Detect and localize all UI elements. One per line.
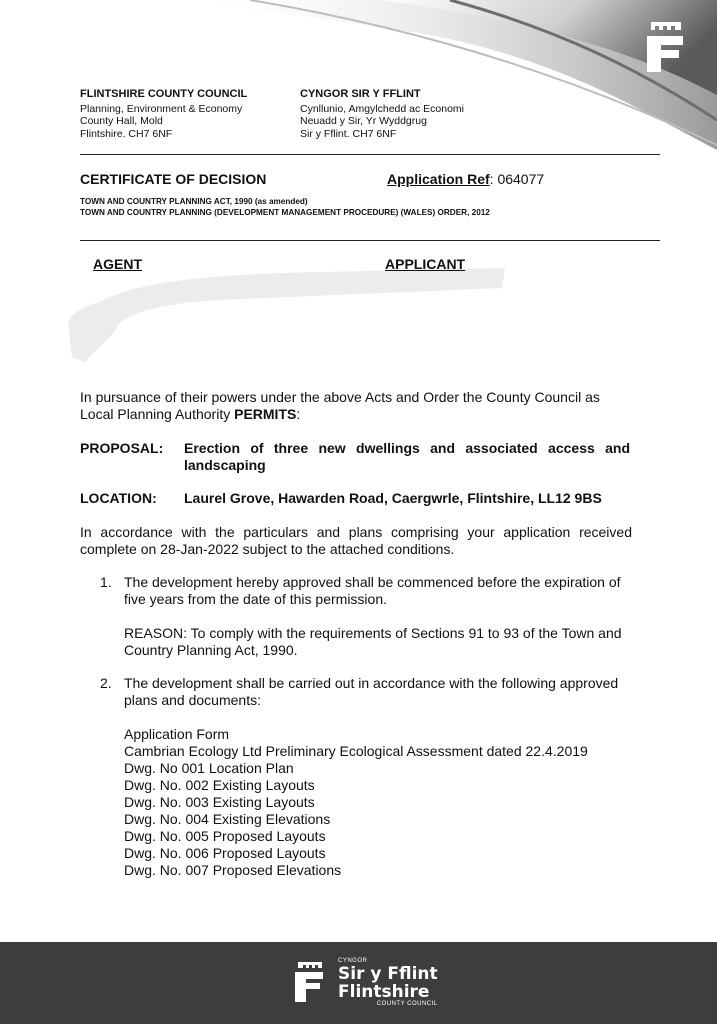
plan-item: Application Form (124, 726, 230, 742)
application-ref-label: Application Ref (387, 171, 490, 187)
footer-cyngor: CYNGOR (338, 958, 368, 964)
intro-colon: : (296, 406, 301, 422)
council-logo-icon (637, 16, 695, 76)
intro-paragraph (80, 389, 632, 423)
council-name-welsh: CYNGOR SIR Y FFLINT (300, 88, 421, 100)
divider-top (80, 154, 660, 155)
council-address-english (80, 88, 247, 140)
location-label: LOCATION: (80, 490, 157, 506)
agent-label: AGENT (93, 256, 142, 272)
plan-item: Dwg. No. 004 Existing Elevations (124, 811, 331, 827)
condition-1-reason: REASON: To comply with the requirements of Sections 91 to 93 of the Town and Country Planning Act, 1990. (124, 625, 622, 658)
footer-brand (338, 958, 438, 1008)
location-value: Laurel Grove, Hawarden Road, Caergwrle, Flintshire, LL12 9BS (184, 490, 602, 506)
plan-item: Dwg. No. 005 Proposed Layouts (124, 828, 326, 844)
applicant-label: APPLICANT (385, 256, 466, 272)
plan-item: Dwg. No. 003 Existing Layouts (124, 794, 315, 810)
footer-county-council: COUNTY COUNCIL (376, 1001, 438, 1007)
header-swoosh (0, 0, 717, 170)
building-welsh: Neuadd y Sir, Yr Wyddgrug (300, 115, 427, 127)
application-ref-value: : 064077 (489, 171, 545, 187)
plan-item: Dwg. No 001 Location Plan (124, 760, 294, 776)
department-english: Planning, Environment & Economy (80, 102, 243, 115)
condition-1-text: The development hereby approved shall be commenced before the expiration of five years from the date of this permission. (124, 574, 621, 607)
approved-plans-list (124, 726, 632, 879)
plan-item: Dwg. No. 002 Existing Layouts (124, 777, 315, 793)
intro-text: In pursuance of their powers under the above Acts and Order the County Council as Local Planning Authority (80, 389, 600, 422)
condition-2-text: The development shall be carried out in accordance with the following approved plans and documents: (124, 675, 619, 708)
condition-2-number: 2. (100, 675, 112, 691)
divider-bottom (80, 240, 660, 241)
building-english: County Hall, Mold (80, 115, 163, 127)
department-welsh: Cynllunio, Amgylchedd ac Economi (300, 102, 465, 115)
town-postcode-english: Flintshire. CH7 6NF (80, 127, 173, 140)
footer-name-english: Flintshire (338, 982, 430, 1002)
plan-item: Dwg. No. 007 Proposed Elevations (124, 862, 342, 878)
proposal-value: Erection of three new dwellings and associated access and landscaping (184, 440, 630, 473)
plan-item: Dwg. No. 006 Proposed Layouts (124, 845, 326, 861)
permits-label: PERMITS (234, 406, 297, 422)
application-ref (387, 171, 544, 187)
council-address-welsh (300, 88, 464, 140)
act-line-2: TOWN AND COUNTRY PLANNING (DEVELOPMENT MANAGEMENT PROCEDURE) (WALES) ORDER, 2012 (80, 207, 490, 217)
council-name-english: FLINTSHIRE COUNTY COUNCIL (80, 88, 248, 100)
town-postcode-welsh: Sir y Fflint. CH7 6NF (300, 127, 397, 140)
proposal-label: PROPOSAL: (80, 440, 164, 456)
accordance-paragraph: In accordance with the particulars and plans comprising your application received complete on 28-Jan-2022 subject to the attached conditions. (80, 524, 632, 557)
legislation-block (80, 197, 490, 218)
condition-1-number: 1. (100, 574, 112, 590)
redacted-area (60, 262, 520, 372)
act-line-1: TOWN AND COUNTRY PLANNING ACT, 1990 (as amended) (80, 197, 308, 206)
footer-name-welsh: Sir y Fflint (338, 964, 438, 984)
footer-logo-icon (292, 960, 326, 1004)
plan-item: Cambrian Ecology Ltd Preliminary Ecological Assessment dated 22.4.2019 (124, 743, 588, 759)
certificate-title: CERTIFICATE OF DECISION (80, 171, 267, 187)
condition-1 (100, 574, 632, 659)
condition-2 (100, 675, 632, 879)
